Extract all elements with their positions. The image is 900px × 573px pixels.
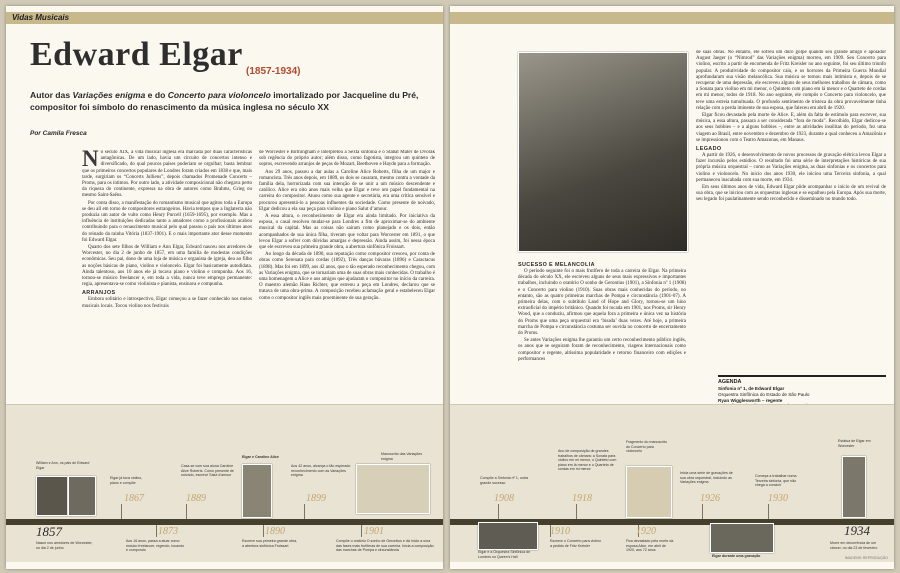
timeline-caption: Manuscrito das Variações enigma [381,452,423,461]
timeline-tick [361,525,362,537]
timeline-caption: Casa-se com sua aluna Caroline Alice Roberts. Como presente de noivado, escreve Salut d’amour [181,464,234,477]
elgar-portrait-photo [518,52,688,252]
timeline-year: 1910 [550,526,570,537]
timeline-caption: Elgar e a Orquestra Sinfônica de Londres no Queen’s Hall [478,550,531,559]
timeline-tick [121,504,122,519]
timeline-year: 1920 [636,526,656,537]
timeline-year: 1926 [700,493,720,504]
timeline-bar [6,519,443,525]
article-column-2 [259,150,435,398]
cello-manuscript-image [626,466,672,518]
timeline-caption: Fica devastado pela morte da esposa Alice, em abril de 1920, aos 72 anos [626,539,674,552]
elgar-alice-photo [242,464,272,518]
timeline-caption: Ano de composição de grandes trabalhos de câmara: a Sonata para violino em mi menor, o Quinteto com piano em lá menor e o Quarteto de cordas em mi menor [558,449,617,471]
agenda-line: Sinfonia nº 1, de Edward Elgar [718,386,785,391]
subtitle-part: e do [145,90,168,100]
parents-photo [36,476,68,516]
timeline-caption: Aos 16 anos, passa a atuar como músico freelancer, regendo, tocando e compondo [126,539,185,552]
article-column-1 [82,150,252,398]
image-credit: IMAGENS: REPRODUÇÃO [844,556,888,560]
statue-photo [842,456,866,518]
recording-photo [710,523,774,553]
timeline-year: 1857 [36,524,62,539]
paragraph: A essa altura, o reconhecimento de Elgar era ainda limitado. Por iniciativa da esposa, o casal resolveu mudar-se para Londres a fim de aproximar-se do ambiente musical da capital. Mas as coisas não saíram como planejado e os dois, então acompanhados de sua única filha, tiveram que voltar para Worcester em 1891, o que levou Elgar a sofrer com dúvidas amargas e depressão. Ainda assim, foi nessa época que ele escreveu sua primeira grande obra, a abertura sinfônica Froissart. [259,214,435,251]
paragraph: A partir de 1926, o desenvolvimento de novos processos de gravação elétrica levou Elgar a fazer incursão pelos estúdios. O resultado foi uma série de interpretações históricas de sua própria música orquestral – como as Variações enigma, as duas sinfonias e os concertos para violino e violoncelo. No início dos anos 1930, ele iniciou uma Terceira sinfonia, a qual permaneceu inacabada com sua morte, em 1934. [696,153,886,183]
section-heading: LEGADO [696,146,722,153]
timeline-tick [186,504,187,519]
header-band [450,12,894,24]
left-page [6,6,443,569]
section-heading: ARRANJOS [82,290,116,297]
article-years: (1857-1934) [246,66,301,77]
paragraph: Quarto dos sete filhos de William e Ann Elgar, Edward nasceu nos arredores de Worcester, no dia 2 de junho de 1857, em uma família de modestas condições econômicas. Seu pai, dono de uma loja de música e organista de igreja, deu ao filho as noções básicas de piano, violino e violoncelo. Elgar foi basicamente autodidata. Ainda talentoso, aos 10 anos ele já tocava piano e violino e compunha. Aos 16, tornou-se músico freelancer e, em toda a vida, nunca teve emprego permanente: regia, apresentava-se como violinista e pianista, ensinava e compunha. [82,245,252,288]
paragraph: de Worcester e Birmingham e interpretou a Sexta sinfonia e o Stabat Mater de Dvorák sob regência do próprio autor; além disso, como fagotista, integrou um quinteto de sopros, escrevendo arranjos de peças de Mozart, Beethoven e Haydn para a formação. [259,150,435,168]
section-heading: SUCESSO E MELANCOLIA [518,262,595,268]
article-column-4 [696,50,886,372]
timeline-caption: Aos 42 anos, alcança o tão esperado reconhecimento com as Variações enigma [291,464,351,477]
timeline-year: 1890 [265,526,285,537]
timeline-caption: Elgar já toca violino, piano e compõe [110,476,143,485]
article-subtitle [30,90,430,113]
subtitle-part: Concerto para violoncelo [167,90,271,100]
timeline-caption: Elgar e Caroline Alice [242,455,279,459]
paragraph: Em seus últimos anos de vida, Edward Elgar pôde acompanhar o início de um revival de sua obra, que se iniciou com as orquestras inglesas e se espalhou pela Europa. Após sua morte, seu legado foi paulatinamente sendo reconhecido e disseminado no mundo todo. [696,185,886,203]
subtitle-part: Autor das [30,90,73,100]
paragraph: Ao longo da década de 1890, sua reputação como compositor cresceu, por conta de obras como Serenata para cordas (1892), Três danças bávaras (1896) e Caractacus (1898). Mas foi em 1899, aos 42 anos, que o tão esperado reconhecimento chegou, com as Variações enigma, que se tornariam uma de suas obras mais conhecidas. O trabalho é uma homenagem a Alice e aos amigos que ajudaram o compositor no início da carreira. O maestro alemão Hans Richter, que estreou a peça em Londres, declarou que se tratava de uma obra-prima. A composição recebeu aclamação geral e estabeleceu Elgar como o compositor inglês mais proeminente de sua geração. [259,252,435,301]
article-column-3 [518,260,686,400]
timeline-year: 1899 [306,493,326,504]
timeline-year: 1889 [186,493,206,504]
timeline-caption: Escreve sua primeira grande obra, a abertura sinfônica Froissart [242,539,298,548]
paragraph: Elgar ficou devastado pela morte de Alice. E, além da falta de estímulo para escrever, sua música, a essa altura, passara a ser considerada “fora de moda”. Recolhido, Elgar dedicou-se aos seus hobbies – e a alguns hobbies –, entre as atividades insólitas do período, fez uma viagem ao Brasil, entre novembro e dezembro de 1923, durante a qual conheceu a Amazônia e se impressionou com o Teatro Amazonas, em Manaus. [696,113,886,143]
timeline-tick [263,525,264,537]
timeline-tick [702,504,703,519]
right-page [450,6,894,569]
timeline-caption: Compõe o oratório O sonho de Gerontius e dá início a uma das fases mais frutíferas de sua carreira. Inicia a composição das marchas de Pompa e circunstância [336,539,434,552]
timeline-year: 1901 [364,526,384,537]
timeline-year: 1918 [572,493,592,504]
timeline-caption: Compõe a Sinfonia nº 1, outra grande sucesso [480,476,529,485]
timeline-year: 1934 [844,523,870,538]
timeline-tick [498,504,499,519]
timeline-caption: Estátua de Elgar em Worcester [838,439,871,448]
timeline-caption: Começa a trabalhar numa Terceira sinfonia, que não chega a concluir [755,474,797,487]
byline: Por Camila Fresca [30,130,87,137]
paragraph: Aos 29 anos, passou a dar aulas a Caroline Alice Roberts, filha de um major e romancista. Três anos depois, em 1889, os dois se casaram, mesmo contra a vontade da família dela, horrorizada com sua intenção de se unir a um músico descendente e católico. Alice era oito anos mais velha que Elgar e teve um papel fundamental na carreira do compositor. Atuou como sua agente e secretária, era uma crítica sensível e procurou apresentá-lo a pessoas influentes da sociedade. Como presente de noivado, Elgar dedicou a ela sua peça para violino e piano Salut d’amour. [259,169,435,212]
timeline-year: 1908 [494,493,514,504]
subtitle-part: Variações enigma [72,90,146,100]
timeline-caption: William e Ann, os pais de Edward Elgar [36,461,90,470]
timeline-tick [304,504,305,519]
subtitle-part: imortalizado por Jacqueline du Pré, compositor foi símbolo do renascimento da música inglesa no século XX [30,90,419,112]
timeline-caption: Escreve o Concerto para violino a pedido de Fritz Kreisler [550,539,601,548]
agenda-line: Ryan Wigglesworth – regente [718,397,783,403]
manuscript-image [356,464,430,514]
timeline-caption: Nasce nos arredores de Worcester, no dia 2 de junho [36,541,93,550]
header-band [6,12,443,24]
paragraph: o século XIX, a vida musical inglesa era marcada por duas características antagônicas. De um lado, havia um circuito de concertos intenso e diversificado, do qual poucos países poderiam se orgulhar; basta lembrar que os primeiros concertos populares de Londres foram criados em 1838 e que, mais tarde, surgiriam os “Concerts Julliens”, depois chamados Promenade Concerts – Proms, para os íntimos. Por outro lado, a atividade composicional não chegava perto da riqueza do continente, expressa na obra de autores como Brahms, Grieg ou mesmo Saint-Saëns. [82,150,252,199]
timeline-caption: Inicia uma série de gravações de sua obra orquestral, incluindo as Variações enigma [680,471,733,484]
timeline-caption: Fragmento do manuscrito do Concerto para violoncelo [626,440,667,453]
timeline-tick [156,525,157,537]
timeline-year: 1867 [124,493,144,504]
agenda-line: Orquestra Sinfônica do Estado de São Paulo [718,391,810,397]
section-label: Vidas Musicais [12,13,70,22]
paragraph: O período seguinte foi o mais frutífero de toda a carreira de Elgar. Na primeira década do século XX, ele escreveu alguns de seus mais expressivos e importantes trabalhos, incluindo o oratório O sonho de Gerontius (1901), a Sinfonia nº 1 (1908) e o Concerto para violino (1910). Suas obras mais conhecidas do período, no entanto, são as quatro primeiras marchas de Pompa e circunstância (1901-07). A primeira delas, com o subtítulo Land of Hope and Glory, tornou-se um hino extraoficial do império britânico. Quando foi tocada em 1901, nos Proms, sir Henry Wood, que a conduziu, afirmou que aquela fora a primeira e única vez na história do Proms que uma peça orquestral era ‘bisada’ duas vezes. Até hoje, a primeira marcha de Pompa e circunstância costuma ser ouvida no concerto de encerramento do Proms. [518,269,686,337]
timeline-year: 1873 [158,526,178,537]
paragraph: Se antes Variações enigma lhe garantiu um certo reconhecimento público inglês, os anos que se seguiram foram de reconhecimento, viagens internacionais como compositor e regente, altíssima popularidade e retorno financeiro com edições e performances [518,338,686,362]
orchestra-photo [478,522,538,550]
timeline-caption: Morre em decorrência de um câncer, no dia 23 de fevereiro [830,541,878,550]
agenda-title: AGENDA [718,375,886,385]
article-title: Edward Elgar [30,36,243,73]
timeline-year: 1930 [768,493,788,504]
dropcap: N [82,150,99,171]
paragraph: Por conta disso, a manifestação do romantismo musical que agitou toda a Europa se deu all em torno de compositores estrangeiros. Havia tempos que a Inglaterra não produzia um autor de vulto como Henry Purcell (1659-1695), por exemplo. Mas a influência de instituições dedicadas tanto a amadores como a profissionais acabou contribuindo para o renascimento musical pelo qual passou o país nos últimos anos do reinado da rainha Vitória (1837-1901). E o mais importante ator desse momento foi Edward Elgar. [82,200,252,243]
timeline-tick [576,504,577,519]
timeline-tick [768,504,769,519]
timeline-caption: Elgar durante uma gravação [712,554,761,558]
parents-photo [68,476,96,516]
paragraph: Embora solitário e introspectivo, Elgar começou a se fazer conhecido nos meios musicais locais. Tocou violino nos festivais [82,297,252,309]
paragraph: de suas obras. No entanto, ele sofreu um duro golpe quando seu grande amigo e apoiador August Jaeger (o “Nimrod” das Variações enigma) morreu, em 1909. Seu Concerto para violino, escrito a partir de encomenda de Fritz Kreisler no ano seguinte, foi seu último triunfo popular. A produtividade do compositor caiu, e os horrores da Primeira Guerra Mundial aprofundaram sua visão melancólica. Sua música se tornou mais intimista e, depois de se recuperar de uma depressão, ele escreveu alguns de seus melhores trabalhos de câmara, como a Sonata para violino em mi menor, o Quinteto com piano em lá menor e o Quarteto de cordas em mi menor, todos de 1918. No ano seguinte, ele compôs o Concerto para violoncelo, que teve uma estreia tumultuada. O profundo sentimento de tristeza da obra provavelmente tinha relação com a perda iminente de sua esposa, que faleceu em abril de 1920. [696,50,886,111]
